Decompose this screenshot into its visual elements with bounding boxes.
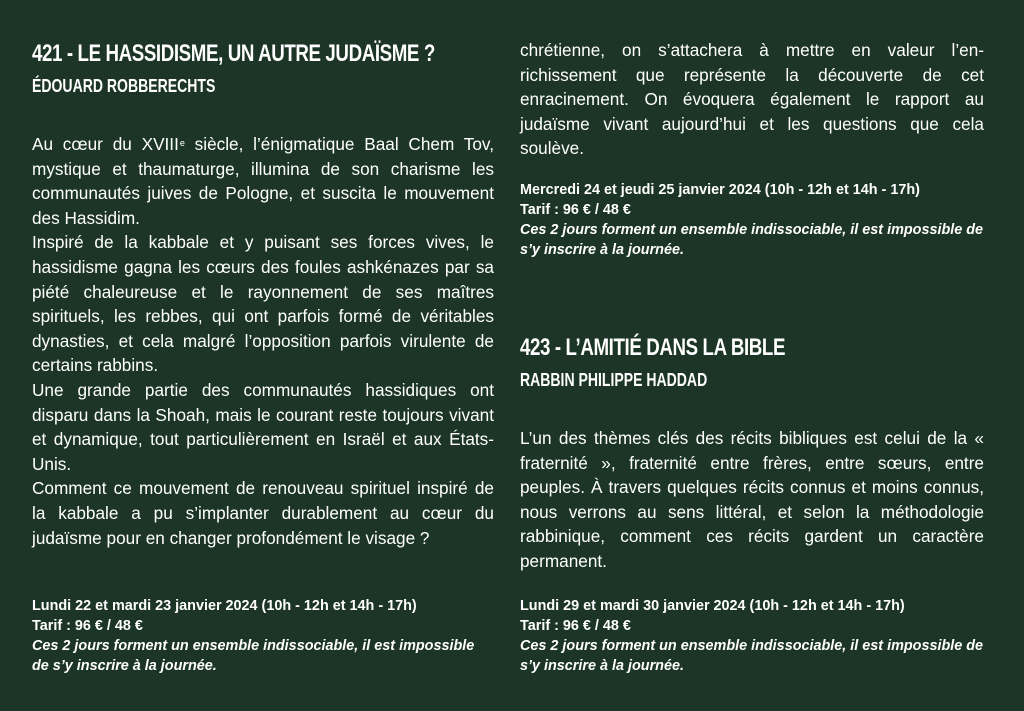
course-421-dates: Lundi 22 et mardi 23 janvier 2024 (10h - 12h et 14h - 17h) xyxy=(32,598,417,614)
course-423-title: 423 - L’AMITIÉ DANS LA BIBLE xyxy=(520,334,786,361)
course-421-paragraph-1: Au cœur du XVIIIe siècle, l’énigmatique Baal Chem Tov, mystique et thaumaturge, illumina de son charisme les communautés juives de Pologne, et suscita le mouvement des Hassidim. xyxy=(32,134,494,228)
course-421-note: Ces 2 jours forment un ensemble indissociable, il est impossible de s’y inscrire à la journée. xyxy=(32,638,475,674)
course-421-info xyxy=(32,596,494,676)
course-423-note: Ces 2 jours forment un ensemble indissociable, il est impossible de s’y inscrire à la journée. xyxy=(520,638,984,674)
course-423-author: RABBIN PHILIPPE HADDAD xyxy=(520,370,708,390)
course-422-dates: Mercredi 24 et jeudi 25 janvier 2024 (10h - 12h et 14h - 17h) xyxy=(520,182,920,198)
course-423-info xyxy=(520,596,984,676)
course-422-price: Tarif : 96 € / 48 € xyxy=(520,202,631,218)
course-423-dates: Lundi 29 et mardi 30 janvier 2024 (10h - 12h et 14h - 17h) xyxy=(520,598,905,614)
course-422-note: Ces 2 jours forment un ensemble indissociable, il est impossible de s’y inscrire à la journée. xyxy=(520,222,984,258)
course-422-info xyxy=(520,180,984,260)
course-421-paragraph-3: Une grande partie des communautés hassidiques ont disparu dans la Shoah, mais le courant reste toujours vivant et dynamique, tout particulièrement en Israël et aux États-Unis. xyxy=(32,379,494,474)
course-421-description xyxy=(32,132,494,550)
course-422-continued-text: chrétienne, on s’attachera à mettre en valeur l’enrichissement que représente la découverte de cet enracinement. On évoquera également le rapport au judaïsme vivant aujourd’hui et les questions que cela soulève. xyxy=(520,40,984,159)
course-421-paragraph-4: Comment ce mouvement de renouveau spirituel inspiré de la kabbale a pu s’implanter durablement au cœur du judaïsme pour en changer profondément le visage ? xyxy=(32,478,494,548)
course-421-title: 421 - LE HASSIDISME, UN AUTRE JUDAÏSME ? xyxy=(32,40,435,67)
course-421-paragraph-2: Inspiré de la kabbale et y puisant ses forces vives, le hassidisme gagna les cœurs des foules ashkénazes par sa piété chaleureuse et le rayonnement de ses maîtres spirituels, les rebbes, qui ont parfois formé de véritables dynasties, et cela malgré l’opposition parfois virulente de certains rabbins. xyxy=(32,232,494,376)
course-421-author: ÉDOUARD ROBBERECHTS xyxy=(32,76,216,96)
course-423-description: L’un des thèmes clés des récits bibliques est celui de la « fraternité », fraternité entre frères, entre sœurs, entre peuples. À travers quelques récits connus et moins connus, nous verrons au sens littéral, et selon la méthodologie rabbinique, comment ces récits gardent un caractère permanent. xyxy=(520,428,984,571)
course-421-price: Tarif : 96 € / 48 € xyxy=(32,618,143,634)
course-423-price: Tarif : 96 € / 48 € xyxy=(520,618,631,634)
